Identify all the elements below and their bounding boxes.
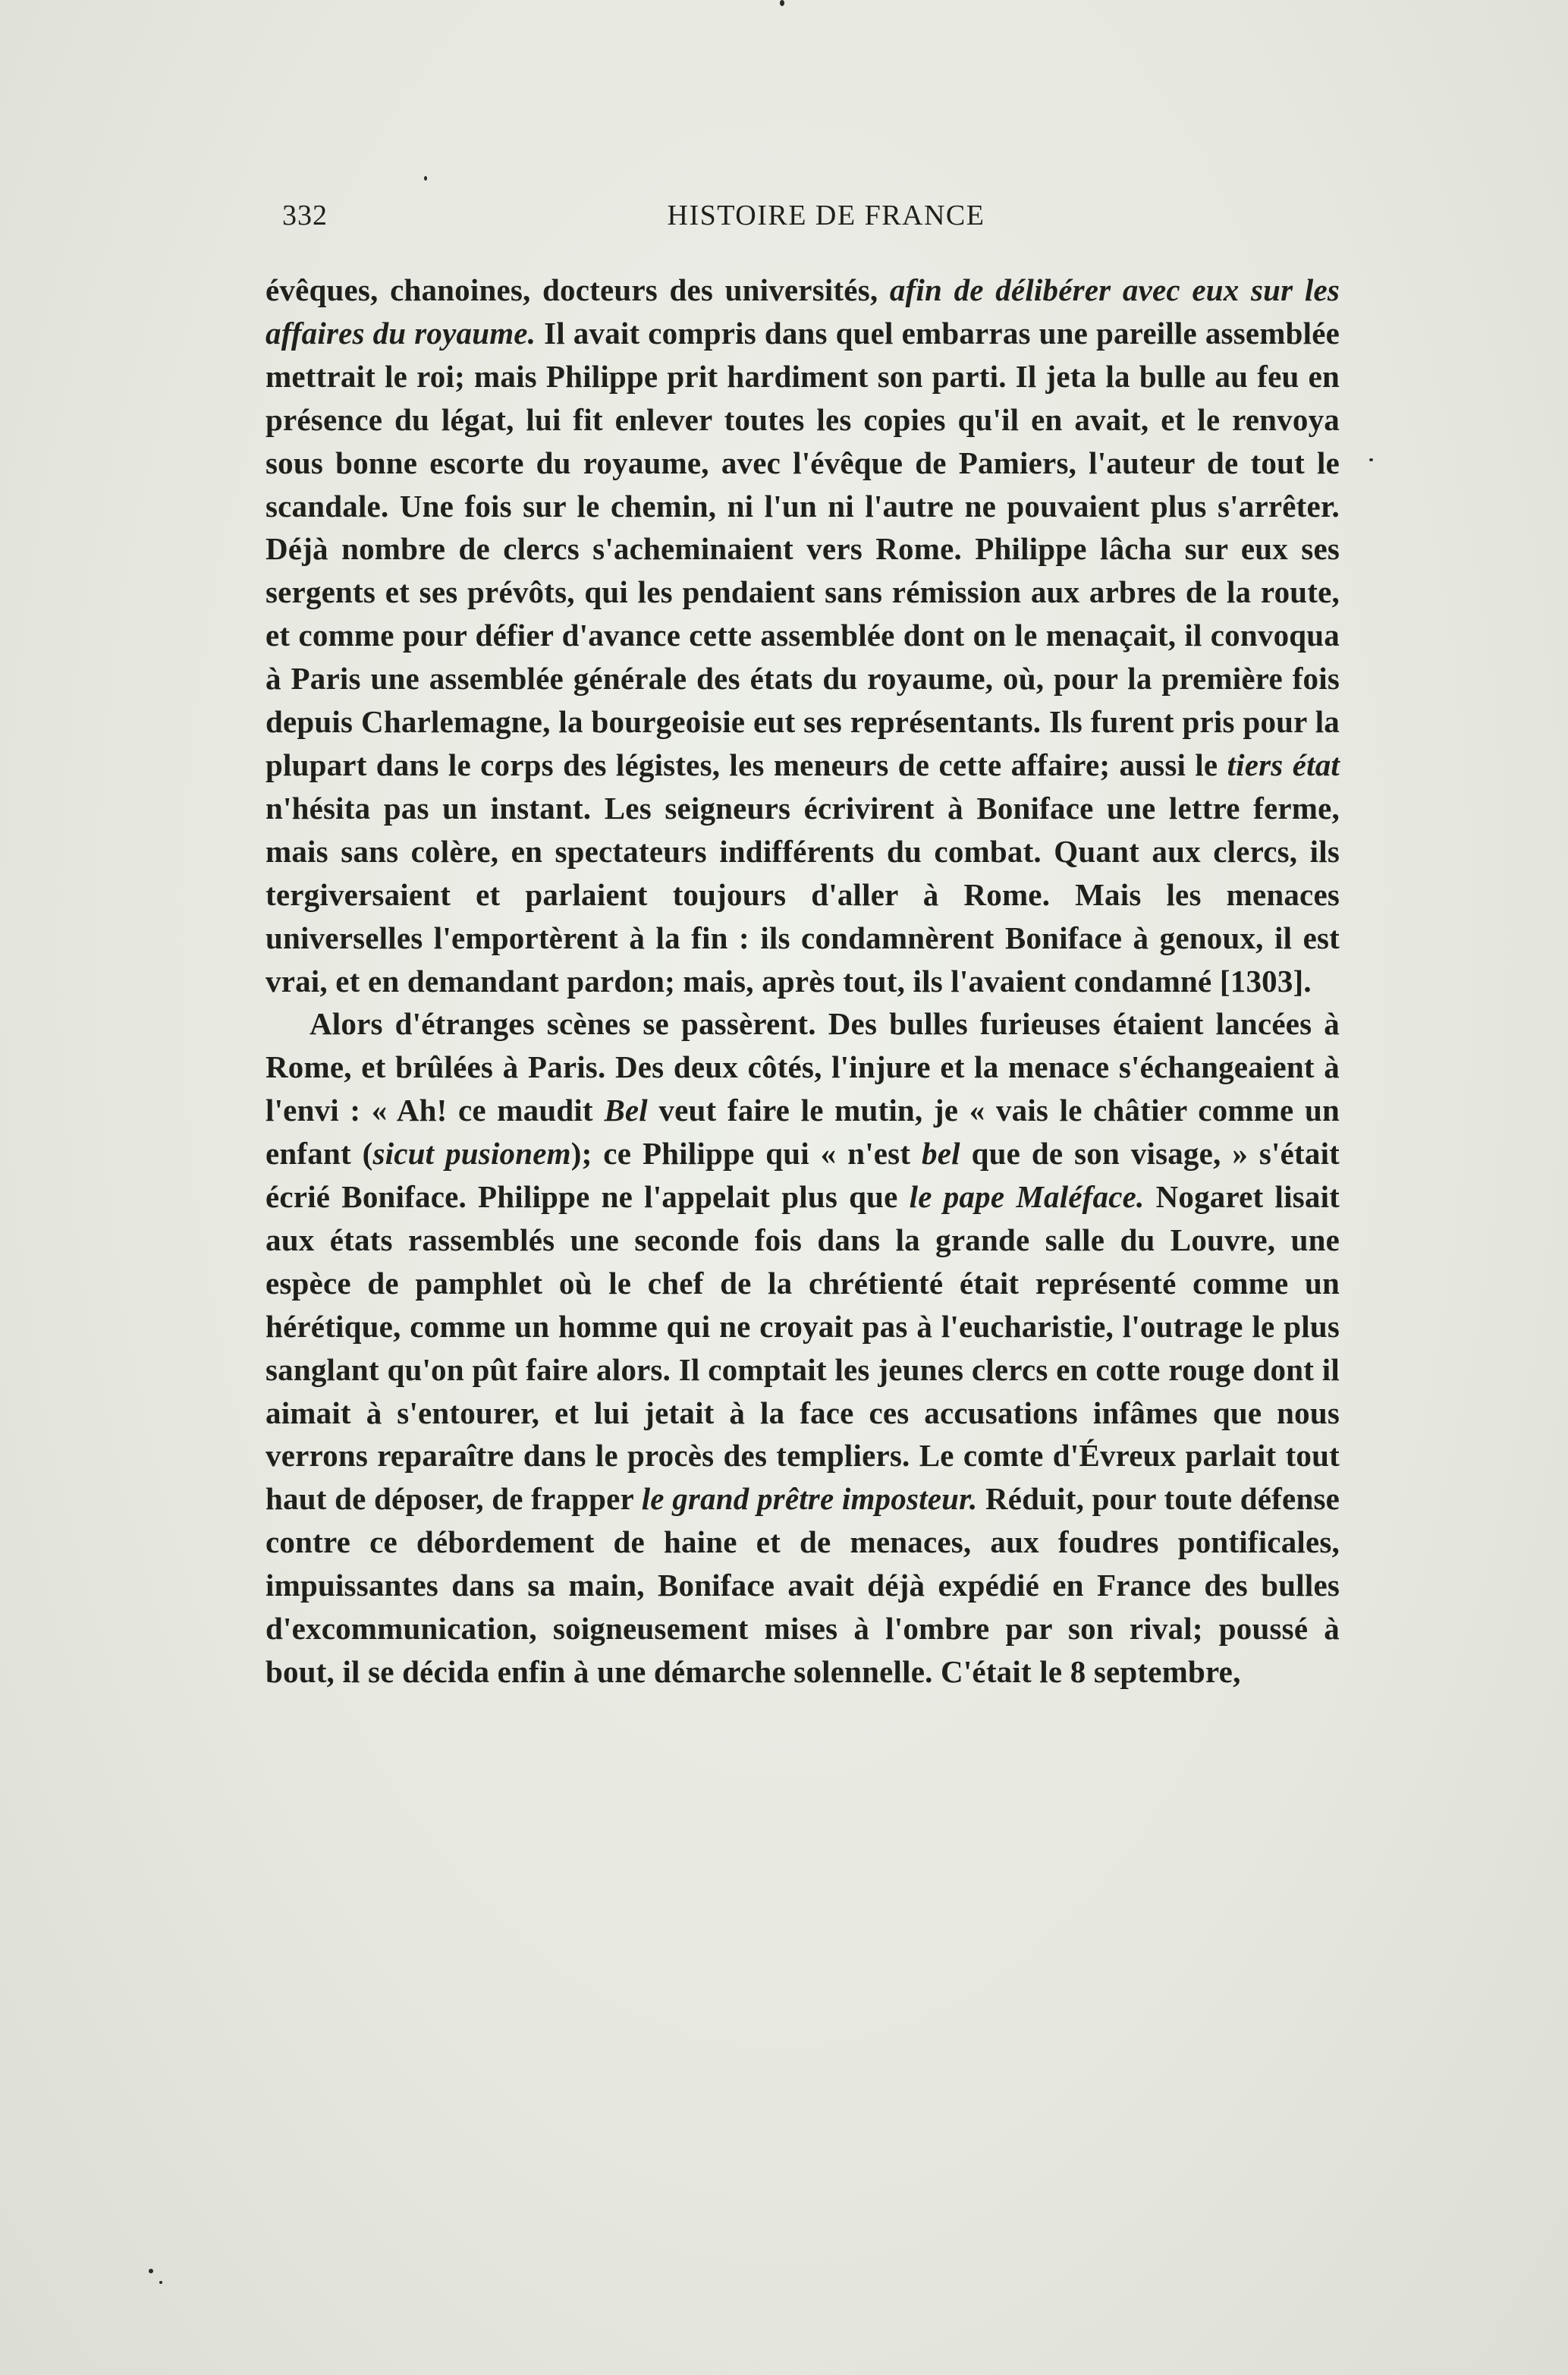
paragraph-2 [266, 1002, 1340, 1694]
p2-italic-4: le pape Maléface. [909, 1179, 1145, 1215]
page-number: 332 [282, 200, 328, 231]
paper-speck [149, 2269, 153, 2273]
paper-speck [780, 0, 784, 6]
p2-text-4: que de son visage, » s'était écrié Boniface. Philippe ne l'appelait plus que [266, 1136, 1340, 1215]
p2-italic-3: bel [922, 1136, 960, 1172]
paper-speck [159, 2281, 162, 2284]
paper-speck [424, 176, 427, 181]
running-head: HISTOIRE DE FRANCE [667, 200, 985, 231]
p1-text-1: évêques, chanoines, docteurs des universités, [266, 272, 890, 307]
p2-text-3: ); ce Philippe qui « n'est [570, 1136, 922, 1172]
p2-text-5: Nogaret lisait aux états rassemblés une seconde fois dans la grande salle du Louvre, une espèce de pamphlet où le chef de la chrétienté était représenté comme un hérétique, comme un homme qui ne croyait pas à l'eucharistie, l'outrage le plus sanglant qu'on pût faire alors. Il comptait les jeunes clercs en cotte rouge dont il aimait à s'entourer, et lui jetait à la face ces accusations infâmes que nous verrons reparaître dans le procès des templiers. Le comte d'Évreux parlait tout haut de déposer, de frapper [266, 1179, 1340, 1517]
p2-text-6: Réduit, pour toute défense contre ce débordement de haine et de menaces, aux foudres pontificales, impuissantes dans sa main, Boniface avait déjà expédié en France des bulles d'excommunication, soigneusement mises à l'ombre par son rival; poussé à bout, il se décida enfin à une démarche solennelle. C'était le 8 septembre, [266, 1481, 1340, 1689]
p1-text-2: Il avait compris dans quel embarras une pareille assemblée mettrait le roi; mais Philippe prit hardiment son parti. Il jeta la bulle au feu en présence du légat, lui fit enlever toutes les copies qu'il en avait, et le renvoya sous bonne escorte du royaume, avec l'évêque de Pamiers, l'auteur de tout le scandale. Une fois sur le chemin, ni l'un ni l'autre ne pouvaient plus s'arrêter. Déjà nombre de clercs s'acheminaient vers Rome. Philippe lâcha sur eux ses sergents et ses prévôts, qui les pendaient sans rémission aux arbres de la route, et comme pour défier d'avance cette assemblée dont on le menaçait, il convoqua à Paris une assemblée générale des états du royaume, où, pour la première fois depuis Charlemagne, la bourgeoisie eut ses représentants. Ils furent pris pour la plupart dans le corps des légistes, les meneurs de cette affaire; aussi le [266, 315, 1340, 782]
p2-italic-2: sicut pusionem [372, 1136, 571, 1172]
paragraph-1 [266, 269, 1340, 1002]
p1-italic-1: afin de délibérer avec eux sur les affaires du royaume. [266, 272, 1340, 351]
p2-italic-1: Bel [604, 1093, 648, 1128]
p2-italic-5: le grand prêtre imposteur. [641, 1481, 978, 1517]
p2-text-1: Alors d'étranges scènes se passèrent. Des bulles furieuses étaient lancées à Rome, et brûlées à Paris. Des deux côtés, l'injure et la menace s'échangeaient à l'envi : « Ah! ce maudit [266, 1006, 1340, 1128]
p1-italic-2: tiers état [1227, 747, 1340, 782]
paper-speck [1369, 458, 1373, 461]
page-header [282, 199, 1340, 237]
p1-text-3: n'hésita pas un instant. Les seigneurs écrivirent à Boniface une lettre ferme, mais sans colère, en spectateurs indifférents du combat. Quant aux clercs, ils tergiversaient et parlaient toujours d'aller à Rome. Mais les menaces universelles l'emportèrent à la fin : ils condamnèrent Boniface à genoux, il est vrai, et en demandant pardon; mais, après tout, ils l'avaient condamné [1303]. [266, 790, 1340, 999]
p2-text-2: veut faire le mutin, je « vais le châtier comme un enfant ( [266, 1093, 1340, 1172]
body-text [266, 269, 1340, 1694]
